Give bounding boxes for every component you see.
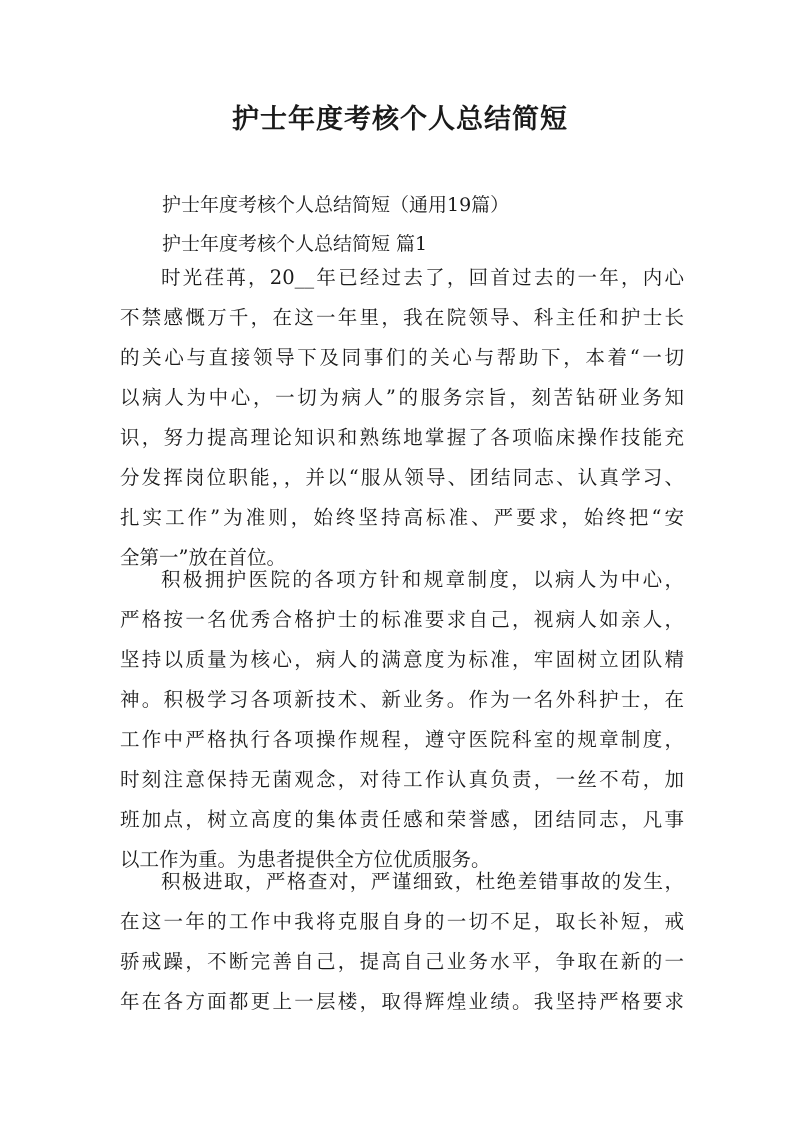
paragraph-line: 的关心与直接领导下及同事们的关心与帮助下，本着“一切 [120,346,684,369]
paragraph-line: 骄戒躁，不断完善自己，提高自己业务水平，争取在新的一 [120,950,684,973]
paragraph-line: 时光荏苒，20__年已经过去了，回首过去的一年，内心 [161,266,684,289]
paragraph-line: 时刻注意保持无菌观念，对待工作认真负责，一丝不苟，加 [120,768,684,791]
section-heading: 护士年度考核个人总结简短 篇1 [162,233,428,255]
paragraph-line: 年在各方面都更上一层楼，取得辉煌业绩。我坚持严格要求 [120,990,684,1013]
paragraph-line: 不禁感慨万千，在这一年里，我在院领导、科主任和护士长 [120,306,684,329]
document-subtitle: 护士年度考核个人总结简短（通用19篇） [162,194,510,216]
paragraph-line: 神。积极学习各项新技术、新业务。作为一名外科护士，在 [120,688,684,711]
paragraph-line: 坚持以质量为核心，病人的满意度为标准，牢固树立团队精 [120,648,684,671]
paragraph-line: 全第一”放在首位。 [120,546,286,569]
paragraph-line: 以病人为中心，一切为病人”的服务宗旨，刻苦钻研业务知 [120,386,684,409]
paragraph-line: 分发挥岗位职能，，并以“服从领导、团结同志、认真学习、 [120,466,684,489]
paragraph-line: 以工作为重。为患者提供全方位优质服务。 [120,848,491,871]
paragraph-line: 积极进取，严格查对，严谨细致，杜绝差错事故的发生， [161,870,684,893]
paragraph [120,258,684,578]
paragraph [120,560,684,880]
paragraph-line: 工作中严格执行各项操作规程，遵守医院科室的规章制度， [120,728,684,751]
paragraph-line: 班加点，树立高度的集体责任感和荣誉感，团结同志，凡事 [120,808,684,831]
paragraph-line: 积极拥护医院的各项方针和规章制度，以病人为中心， [161,568,684,591]
paragraph-line: 识，努力提高理论知识和熟练地掌握了各项临床操作技能充 [120,426,684,449]
document-title: 护士年度考核个人总结简短 [232,104,568,135]
paragraph [120,862,684,1022]
paragraph-line: 严格按一名优秀合格护士的标准要求自己，视病人如亲人， [120,608,684,631]
paragraph-line: 在这一年的工作中我将克服自身的一切不足，取长补短，戒 [120,910,684,933]
paragraph-line: 扎实工作”为准则，始终坚持高标准、严要求，始终把“安 [120,506,684,529]
